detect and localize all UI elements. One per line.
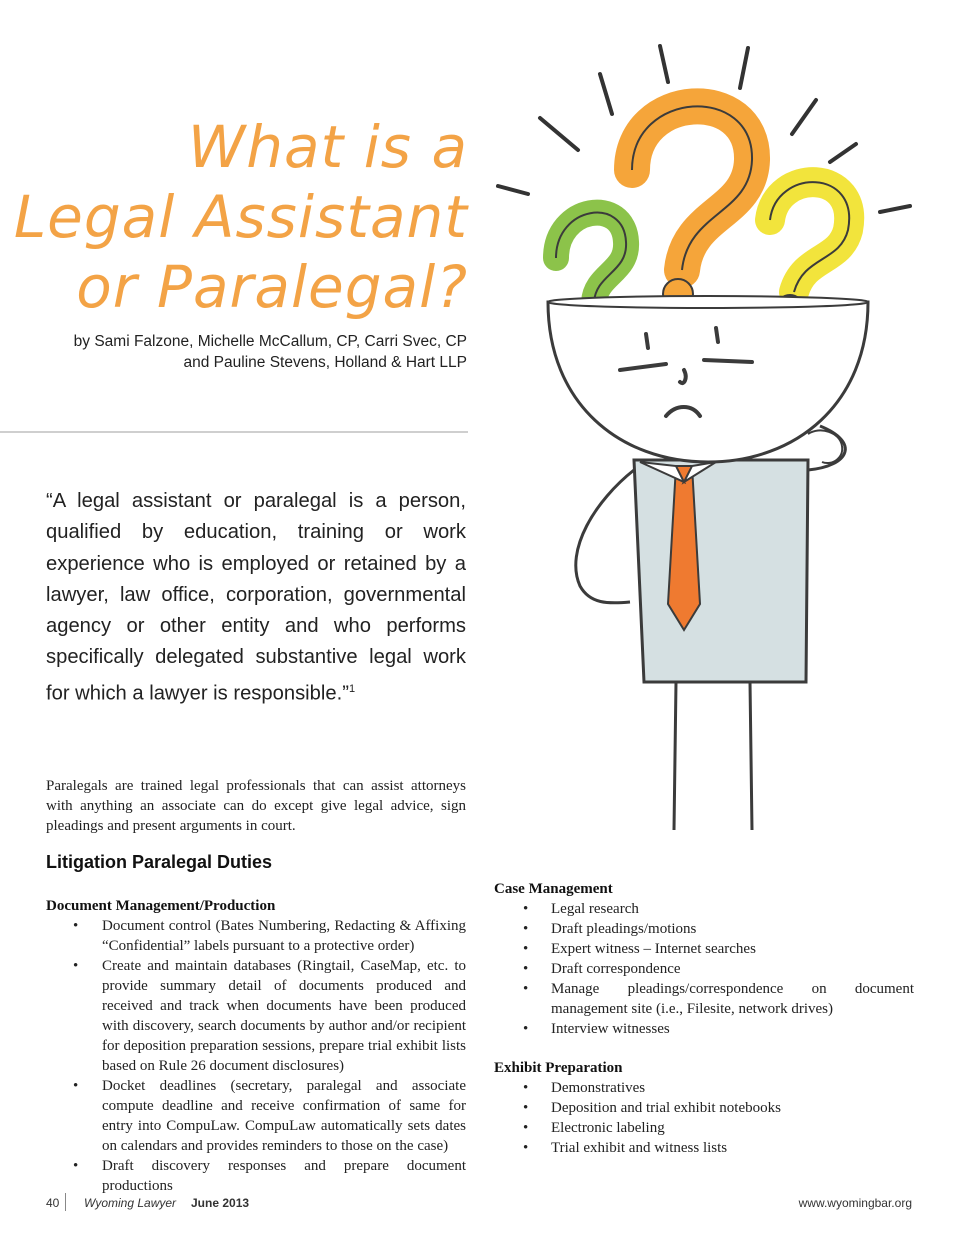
title-line-2: Legal Assistant <box>13 183 468 251</box>
case-management-heading: Case Management <box>494 881 613 897</box>
byline <box>7 331 467 373</box>
list-item: • Expert witness – Internet searches <box>494 939 914 959</box>
question-mark-orange-icon <box>632 106 752 309</box>
list-item: • Manage pleadings/correspondence on document management site (i.e., Filesite, network drives) <box>494 979 914 1019</box>
footnote-marker: 1 <box>348 682 356 695</box>
list-item: • Interview witnesses <box>494 1019 914 1039</box>
shirt <box>634 460 808 682</box>
left-arm <box>576 470 634 603</box>
byline-line-1: by Sami Falzone, Michelle McCallum, CP, Carri Svec, CP <box>73 333 467 350</box>
magazine-name: Wyoming Lawyer <box>84 1196 177 1210</box>
issue-date: June 2013 <box>191 1196 250 1210</box>
list-item: • Trial exhibit and witness lists <box>494 1138 914 1158</box>
document-management-list <box>46 916 466 1196</box>
pull-quote <box>46 486 466 710</box>
exhibit-preparation-list <box>494 1078 914 1158</box>
list-item: • Draft correspondence <box>494 959 914 979</box>
footer-separator <box>65 1193 66 1211</box>
website-link[interactable]: www.wyomingbar.org <box>798 1196 912 1210</box>
right-column <box>494 879 914 1158</box>
exhibit-preparation-heading: Exhibit Preparation <box>494 1060 623 1076</box>
byline-line-2: and Pauline Stevens, Holland & Hart LLP <box>183 354 467 371</box>
page-number: 40 <box>46 1196 60 1210</box>
list-item: • Legal research <box>494 899 914 919</box>
section-heading: Litigation Paralegal Duties <box>46 852 273 872</box>
article-title <box>8 112 468 322</box>
list-item: • Deposition and trial exhibit notebooks <box>494 1098 914 1118</box>
case-management-list <box>494 899 914 1039</box>
pull-quote-text: “A legal assistant or paralegal is a person, qualified by education, training or work experience who is employed or retained by a lawyer, law office, corporation, governmental agency or other entity and who performs specifically delegated substantive legal work for which a lawyer is responsible.” <box>46 490 466 705</box>
left-column <box>46 896 466 1196</box>
list-item: • Docket deadlines (secretary, paralegal and associate compute deadline and receive confirmation of same for entry into CompuLaw. CompuLaw automatically sets dates on calendars and provides reminders to those on the case) <box>46 1076 466 1156</box>
page-footer <box>46 1193 912 1213</box>
title-line-1: What is a <box>187 113 468 181</box>
list-item: • Create and maintain databases (Ringtail, CaseMap, etc. to provide summary detail of documents produced and received and track when documents have been produced with discovery, search documents by author and/or recipient for deposition preparation sessions, prepare trial exhibit lists based on Rule 26 document disclosures) <box>46 956 466 1076</box>
list-item: • Demonstratives <box>494 1078 914 1098</box>
title-line-3: or Paralegal? <box>76 253 468 321</box>
intro-paragraph: Paralegals are trained legal professionals that can assist attorneys with anything an associate can do except give legal advice, sign pleadings and present arguments in court. <box>46 778 466 834</box>
legs <box>674 682 752 830</box>
divider <box>0 431 468 433</box>
document-management-heading: Document Management/Production <box>46 898 276 914</box>
list-item: • Electronic labeling <box>494 1118 914 1138</box>
list-item: • Draft discovery responses and prepare document productions <box>46 1156 466 1196</box>
list-item: • Draft pleadings/motions <box>494 919 914 939</box>
list-item: • Document control (Bates Numbering, Redacting & Affixing “Confidential” labels pursuant to a protective order) <box>46 916 466 956</box>
confused-figure-illustration <box>470 30 940 840</box>
